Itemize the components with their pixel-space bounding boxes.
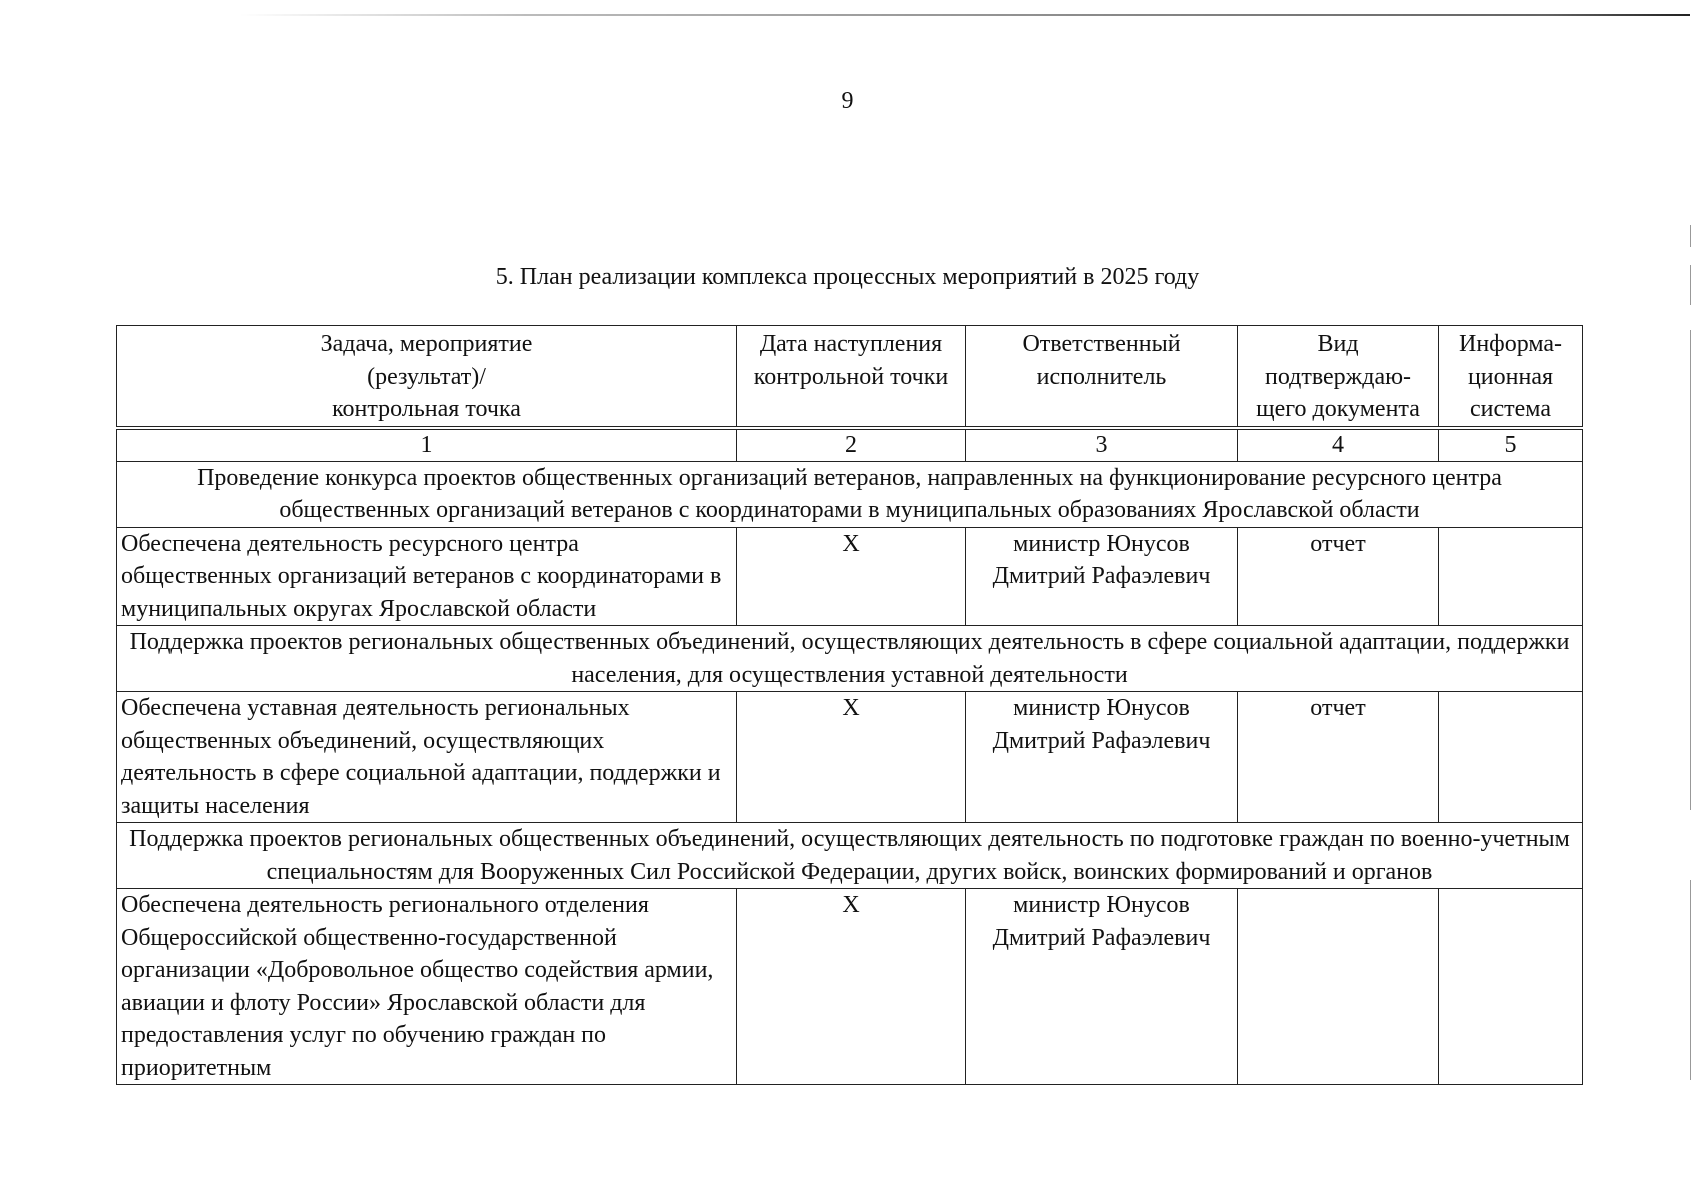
- date-cell: X: [737, 527, 966, 626]
- responsible-cell: министр Юнусов Дмитрий Рафаэлевич: [966, 527, 1238, 626]
- date-cell: X: [737, 889, 966, 1085]
- responsible-cell: министр Юнусов Дмитрий Рафаэлевич: [966, 889, 1238, 1085]
- column-number: 3: [966, 428, 1238, 462]
- column-numbers-row: [117, 428, 1583, 462]
- section-heading: Проведение конкурса проектов общественных организаций ветеранов, направленных на функционирование ресурсного центра общественных организаций ветеранов с координаторами в муниципальных образованиях Ярославской области: [117, 461, 1583, 527]
- table-row: [117, 889, 1583, 1085]
- plan-table: [116, 325, 1583, 1085]
- section-heading: Поддержка проектов региональных общественных объединений, осуществляющих деятельность в сфере социальной адаптации, поддержки населения, для осуществления уставной деятельности: [117, 626, 1583, 692]
- table-row: [117, 527, 1583, 626]
- column-number: 1: [117, 428, 737, 462]
- page-number: 9: [841, 88, 854, 114]
- table-header-row: [117, 326, 1583, 428]
- header-responsible: Ответственный исполнитель: [966, 326, 1238, 428]
- task-cell: Обеспечена деятельность ресурсного центра общественных организаций ветеранов с координаторами в муниципальных округах Ярославской области: [117, 527, 737, 626]
- section-row: [117, 823, 1583, 889]
- section-heading: Поддержка проектов региональных общественных объединений, осуществляющих деятельность по подготовке граждан по военно-учетным специальностям для Вооруженных Сил Российской Федерации, других войск, воинских формирований и органов: [117, 823, 1583, 889]
- system-cell: [1439, 692, 1583, 823]
- document-cell: [1238, 889, 1439, 1085]
- column-number: 2: [737, 428, 966, 462]
- table-row: [117, 692, 1583, 823]
- scan-side-mark: [1690, 330, 1691, 810]
- header-document: Вид подтверждаю-щего документа: [1238, 326, 1439, 428]
- header-system: Информа-ционная система: [1439, 326, 1583, 428]
- system-cell: [1439, 527, 1583, 626]
- header-task: Задача, мероприятие (результат)/ контрольная точка: [117, 326, 737, 428]
- section-row: [117, 626, 1583, 692]
- section-row: [117, 461, 1583, 527]
- system-cell: [1439, 889, 1583, 1085]
- task-cell: Обеспечена уставная деятельность региональных общественных объединений, осуществляющих деятельность в сфере социальной адаптации, поддержки и защиты населения: [117, 692, 737, 823]
- task-cell: Обеспечена деятельность регионального отделения Общероссийской общественно-государственной организации «Добровольное общество содействия армии, авиации и флоту России» Ярославской области для предоставления услуг по обучению граждан по приоритетным: [117, 889, 737, 1085]
- scan-side-mark: [1690, 225, 1691, 247]
- document-cell: отчет: [1238, 527, 1439, 626]
- scan-side-mark: [1690, 880, 1691, 1080]
- scan-edge-line: [240, 14, 1690, 16]
- page-title: 5. План реализации комплекса процессных мероприятий в 2025 году: [495, 264, 1200, 290]
- responsible-cell: министр Юнусов Дмитрий Рафаэлевич: [966, 692, 1238, 823]
- document-cell: отчет: [1238, 692, 1439, 823]
- column-number: 4: [1238, 428, 1439, 462]
- column-number: 5: [1439, 428, 1583, 462]
- date-cell: X: [737, 692, 966, 823]
- header-date: Дата наступления контрольной точки: [737, 326, 966, 428]
